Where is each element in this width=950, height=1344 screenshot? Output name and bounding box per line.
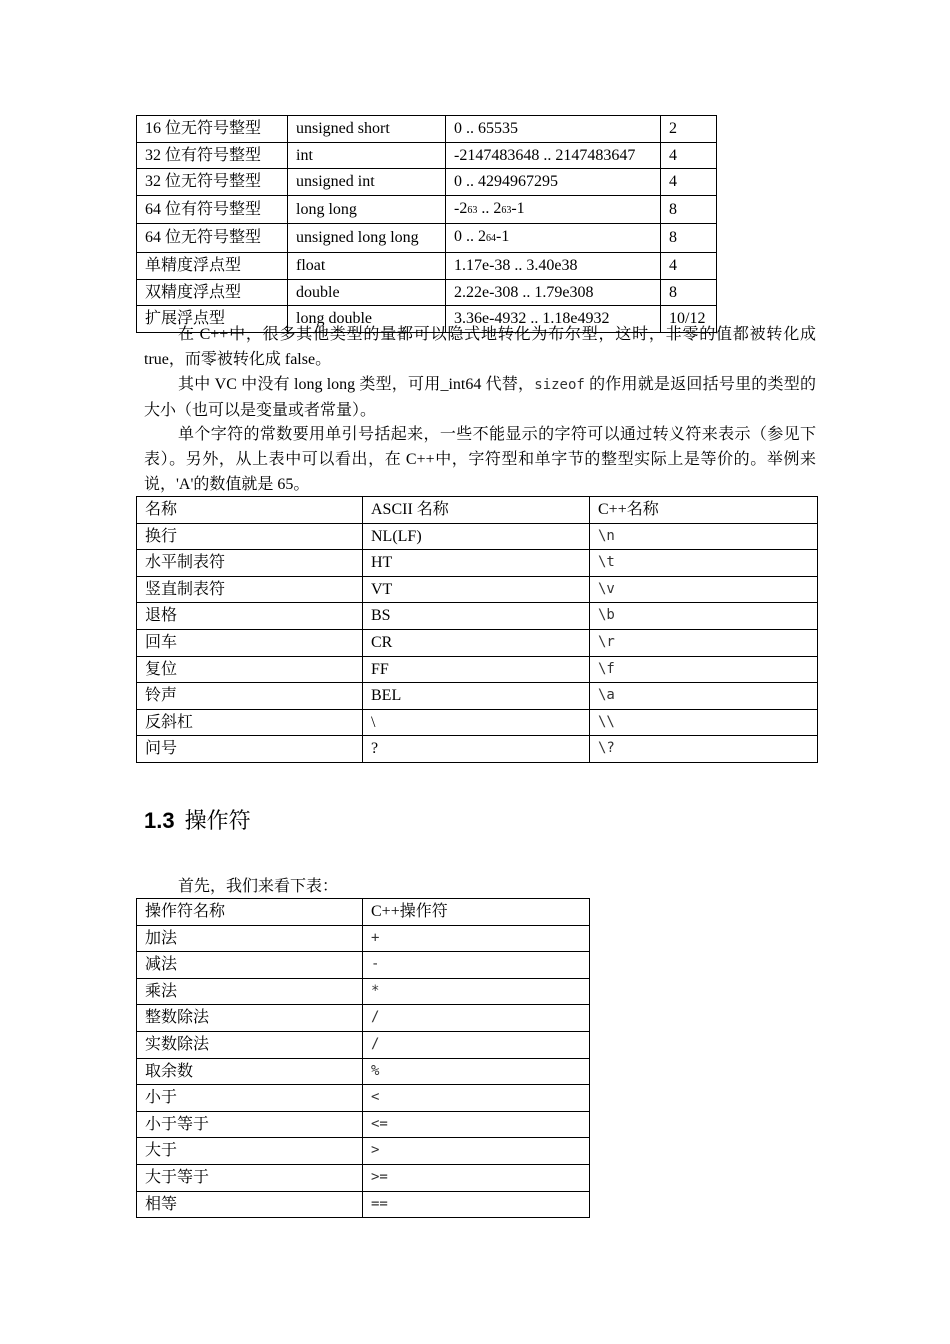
cpp-cell: \b bbox=[590, 603, 818, 630]
table-row bbox=[137, 252, 717, 279]
ctype-cell: long long bbox=[288, 195, 446, 224]
operator-cell: <= bbox=[363, 1111, 590, 1138]
header-operator-name: 操作符名称 bbox=[137, 899, 363, 926]
cpp-cell: \t bbox=[590, 550, 818, 577]
table-row bbox=[137, 195, 717, 224]
name-cell: 反斜杠 bbox=[137, 709, 363, 736]
operator-table bbox=[136, 898, 590, 1218]
ascii-cell: NL(LF) bbox=[363, 523, 590, 550]
name-cell: 问号 bbox=[137, 736, 363, 763]
operator-cell: > bbox=[363, 1138, 590, 1165]
table-row bbox=[137, 142, 717, 169]
table-row bbox=[137, 1058, 590, 1085]
ctype-cell: double bbox=[288, 279, 446, 306]
name-cell: 回车 bbox=[137, 629, 363, 656]
cpp-cell: \f bbox=[590, 656, 818, 683]
type-name-cell: 32 位无符号整型 bbox=[137, 169, 288, 196]
operator-name-cell: 小于 bbox=[137, 1085, 363, 1112]
section-number: 1.3 bbox=[144, 808, 175, 833]
name-cell: 复位 bbox=[137, 656, 363, 683]
paragraph-text: 其中 VC 中没有 long long 类型，可用_int64 代替， bbox=[178, 376, 535, 393]
range-cell: -2147483648 .. 2147483647 bbox=[446, 142, 661, 169]
operator-cell: < bbox=[363, 1085, 590, 1112]
ctype-cell: unsigned short bbox=[288, 116, 446, 143]
table-row bbox=[137, 629, 818, 656]
size-cell: 8 bbox=[661, 195, 717, 224]
section-heading bbox=[144, 804, 251, 835]
table-header-row bbox=[137, 497, 818, 524]
range-exponent: 64 bbox=[486, 233, 496, 245]
type-name-cell: 双精度浮点型 bbox=[137, 279, 288, 306]
ascii-cell: FF bbox=[363, 656, 590, 683]
header-ascii: ASCII 名称 bbox=[363, 497, 590, 524]
range-cell: 1.17e-38 .. 3.40e38 bbox=[446, 252, 661, 279]
type-name-cell: 单精度浮点型 bbox=[137, 252, 288, 279]
range-part: 0 .. 2 bbox=[454, 228, 486, 246]
cpp-cell: \v bbox=[590, 576, 818, 603]
cpp-cell: \? bbox=[590, 736, 818, 763]
range-exponent: 63 bbox=[501, 204, 512, 216]
name-cell: 铃声 bbox=[137, 683, 363, 710]
operator-name-cell: 整数除法 bbox=[137, 1005, 363, 1032]
name-cell: 竖直制表符 bbox=[137, 576, 363, 603]
operator-cell: >= bbox=[363, 1164, 590, 1191]
table-row bbox=[137, 1031, 590, 1058]
paragraph-bool-conversion: 在 C++中，很多其他类型的量都可以隐式地转化为布尔型，这时，非零的值都被转化成 true，而零被转化成 false。 bbox=[144, 326, 816, 368]
range-cell: 0 .. 65535 bbox=[446, 116, 661, 143]
ascii-cell: VT bbox=[363, 576, 590, 603]
operator-name-cell: 相等 bbox=[137, 1191, 363, 1218]
range-exponent: 63 bbox=[467, 204, 478, 216]
operator-name-cell: 小于等于 bbox=[137, 1111, 363, 1138]
table-row bbox=[137, 736, 818, 763]
table-row bbox=[137, 656, 818, 683]
size-cell: 8 bbox=[661, 224, 717, 253]
operator-name-cell: 取余数 bbox=[137, 1058, 363, 1085]
section-title: 操作符 bbox=[184, 808, 251, 833]
range-part: -2 bbox=[454, 199, 468, 217]
table-row bbox=[137, 1005, 590, 1032]
size-cell: 4 bbox=[661, 252, 717, 279]
size-cell: 10/12 bbox=[661, 306, 717, 333]
table-row bbox=[137, 978, 590, 1005]
range-cell: 2.22e-308 .. 1.79e308 bbox=[446, 279, 661, 306]
paragraph-char-constants: 单个字符的常数要用单引号括起来，一些不能显示的字符可以通过转义符来表示（参见下表）。另外，从上表中可以看出，在 C++中，字符型和单字节的整型实际上是等价的。举例来说，'A'的数值就是 65。 bbox=[144, 426, 816, 493]
ascii-cell: BS bbox=[363, 603, 590, 630]
operator-name-cell: 大于等于 bbox=[137, 1164, 363, 1191]
operator-name-cell: 大于 bbox=[137, 1138, 363, 1165]
operator-cell: / bbox=[363, 1031, 590, 1058]
ascii-cell: ? bbox=[363, 736, 590, 763]
cpp-cell: \n bbox=[590, 523, 818, 550]
operator-cell: / bbox=[363, 1005, 590, 1032]
range-part: .. 2 bbox=[477, 199, 502, 217]
table-row bbox=[137, 224, 717, 253]
operator-name-cell: 加法 bbox=[137, 925, 363, 952]
table-row bbox=[137, 279, 717, 306]
table-row bbox=[137, 1191, 590, 1218]
header-name: 名称 bbox=[137, 497, 363, 524]
ascii-cell: HT bbox=[363, 550, 590, 577]
ascii-cell: BEL bbox=[363, 683, 590, 710]
table-row bbox=[137, 1138, 590, 1165]
table-row bbox=[137, 1085, 590, 1112]
size-cell: 2 bbox=[661, 116, 717, 143]
ctype-cell: unsigned int bbox=[288, 169, 446, 196]
operator-name-cell: 实数除法 bbox=[137, 1031, 363, 1058]
size-cell: 8 bbox=[661, 279, 717, 306]
operator-cell: * bbox=[363, 978, 590, 1005]
size-cell: 4 bbox=[661, 142, 717, 169]
range-cell: 3.36e-4932 .. 1.18e4932 bbox=[446, 306, 661, 333]
size-cell: 4 bbox=[661, 169, 717, 196]
name-cell: 退格 bbox=[137, 603, 363, 630]
paragraph-text: 的作用就是返回括号里的类型的大小（也可以是变量或者常量）。 bbox=[144, 376, 816, 419]
table-row bbox=[137, 523, 818, 550]
cpp-cell: \a bbox=[590, 683, 818, 710]
operator-name-cell: 乘法 bbox=[137, 978, 363, 1005]
operator-cell: == bbox=[363, 1191, 590, 1218]
table-row bbox=[137, 603, 818, 630]
range-cell bbox=[446, 195, 661, 224]
ascii-cell: \ bbox=[363, 709, 590, 736]
type-name-cell: 64 位无符号整型 bbox=[137, 224, 288, 253]
types-table bbox=[136, 115, 717, 333]
range-part: -1 bbox=[511, 199, 525, 217]
table-row bbox=[137, 576, 818, 603]
header-cpp: C++名称 bbox=[590, 497, 818, 524]
header-operator: C++操作符 bbox=[363, 899, 590, 926]
table-row bbox=[137, 683, 818, 710]
range-cell bbox=[446, 224, 661, 253]
ctype-cell: int bbox=[288, 142, 446, 169]
range-part: -1 bbox=[496, 228, 510, 246]
table-row bbox=[137, 709, 818, 736]
escape-table bbox=[136, 496, 818, 763]
cpp-cell: \\ bbox=[590, 709, 818, 736]
ctype-cell: float bbox=[288, 252, 446, 279]
type-name-cell: 64 位有符号整型 bbox=[137, 195, 288, 224]
ctype-cell: unsigned long long bbox=[288, 224, 446, 253]
operator-cell: - bbox=[363, 952, 590, 979]
table-row bbox=[137, 952, 590, 979]
range-cell: 0 .. 4294967295 bbox=[446, 169, 661, 196]
ctype-cell: long double bbox=[288, 306, 446, 333]
table-row bbox=[137, 1164, 590, 1191]
table-header-row bbox=[137, 899, 590, 926]
name-cell: 水平制表符 bbox=[137, 550, 363, 577]
paragraph-long-long-note bbox=[144, 372, 816, 423]
inline-code: sizeof bbox=[534, 377, 585, 393]
cpp-cell: \r bbox=[590, 629, 818, 656]
type-name-cell: 扩展浮点型 bbox=[137, 306, 288, 333]
operator-cell: + bbox=[363, 925, 590, 952]
table-row bbox=[137, 550, 818, 577]
table-row bbox=[137, 169, 717, 196]
operator-cell: % bbox=[363, 1058, 590, 1085]
ascii-cell: CR bbox=[363, 629, 590, 656]
type-name-cell: 16 位无符号整型 bbox=[137, 116, 288, 143]
table-row bbox=[137, 1111, 590, 1138]
name-cell: 换行 bbox=[137, 523, 363, 550]
table-row bbox=[137, 925, 590, 952]
table-row bbox=[137, 116, 717, 143]
paragraph-operator-intro: 首先，我们来看下表： bbox=[178, 878, 339, 895]
operator-name-cell: 减法 bbox=[137, 952, 363, 979]
type-name-cell: 32 位有符号整型 bbox=[137, 142, 288, 169]
